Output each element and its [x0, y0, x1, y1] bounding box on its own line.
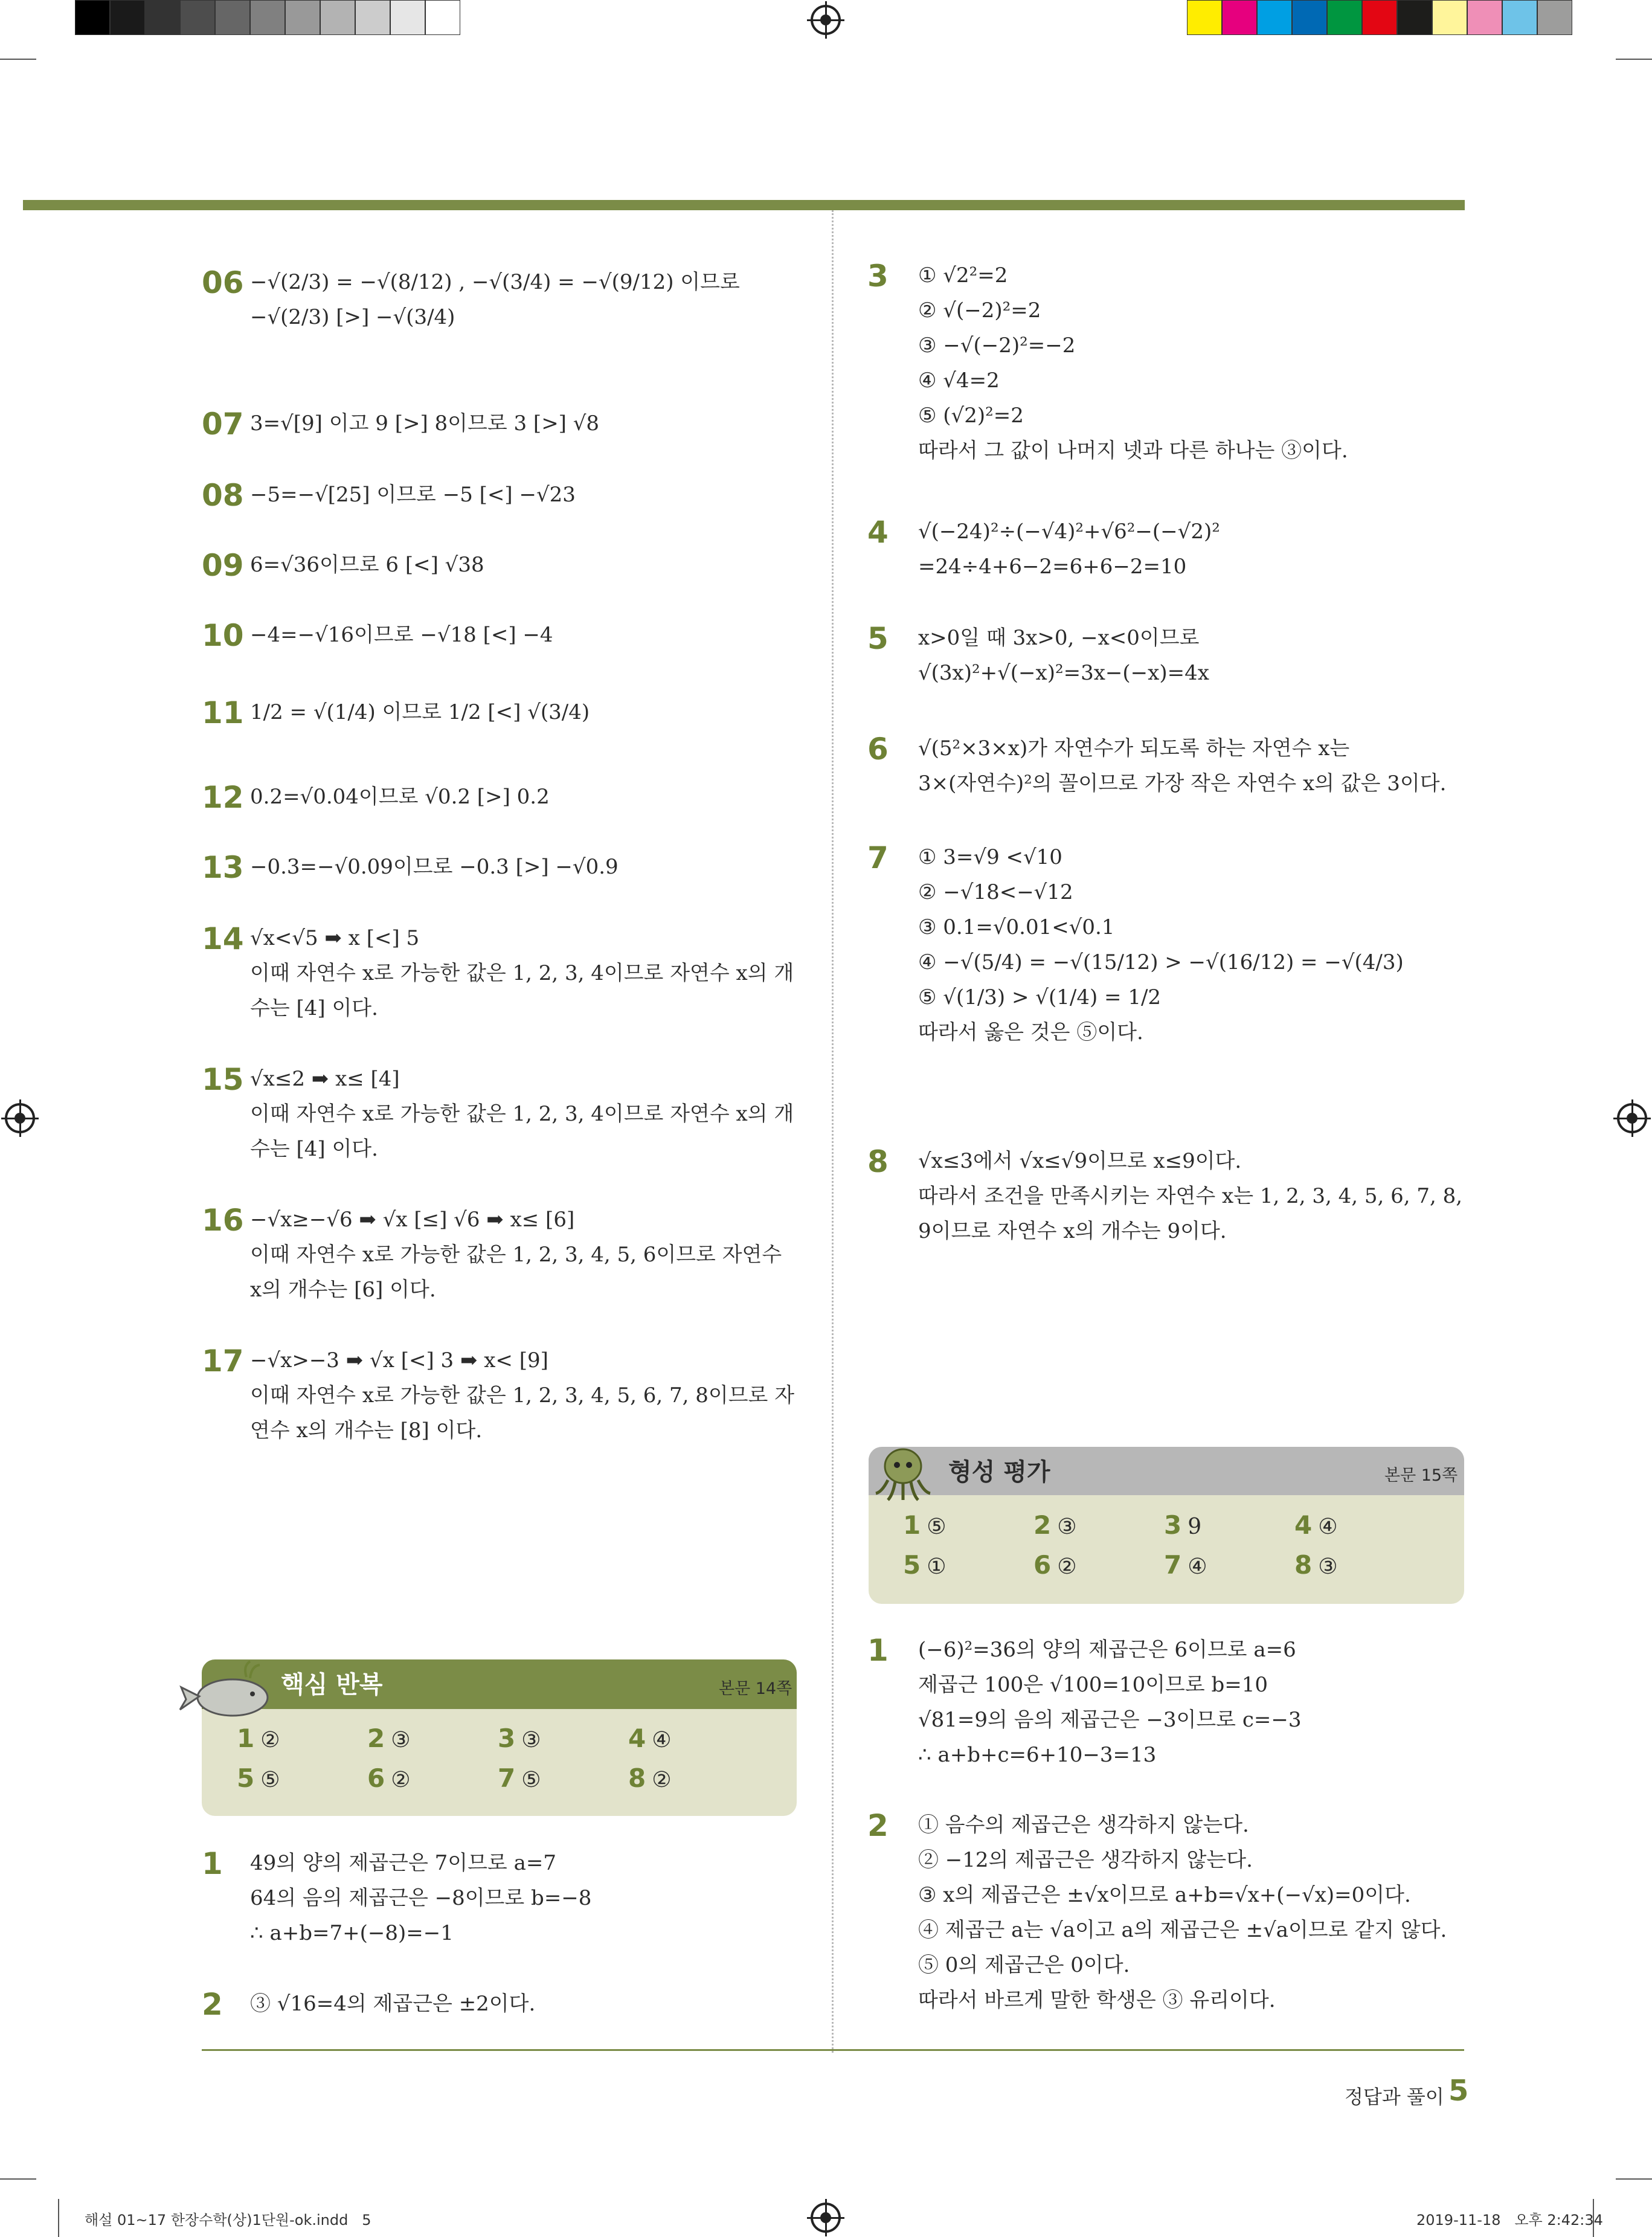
solution-line: ⑤ (√2)²=2	[918, 404, 1024, 428]
solution-line: √x<√5 ➡ x [<] 5	[250, 926, 420, 950]
solution-line: ④ 제곱근 a는 √a이고 a의 제곱근은 ±√a이므로 같지 않다.	[918, 1918, 1447, 1942]
solution-line: ∴ a+b=7+(−8)=−1	[250, 1921, 454, 1945]
solution-line: √(3x)²+√(−x)²=3x−(−x)=4x	[918, 661, 1209, 685]
whale-icon	[175, 1654, 278, 1720]
solution-line: ③ √16=4의 제곱근은 ±2이다.	[250, 1992, 536, 2016]
solution-line: ③ x의 제곱근은 ±√x이므로 a+b=√x+(−√x)=0이다.	[918, 1883, 1411, 1907]
solution-line: √81=9의 음의 제곱근은 −3이므로 c=−3	[918, 1708, 1302, 1732]
solution-line: √(5²×3×x)가 자연수가 되도록 하는 자연수 x는	[918, 736, 1350, 761]
print-timestamp: 2019-11-18 오후 2:42:34	[1416, 2212, 1603, 2229]
color-swatch	[355, 0, 390, 35]
solution-line: √x≤2 ➡ x≤ [4]	[250, 1067, 400, 1091]
solution-line: 9이므로 자연수 x의 개수는 9이다.	[918, 1219, 1227, 1243]
color-swatch	[425, 0, 460, 35]
solution-line: √x≤3에서 √x≤√9이므로 x≤9이다.	[918, 1149, 1242, 1173]
problem-number: 06	[202, 265, 244, 300]
answer-entry: 1 ②	[237, 1724, 280, 1753]
review-box-page-ref: 본문 14쪽	[719, 1679, 792, 1698]
solution-line: 3×(자연수)²의 꼴이므로 가장 작은 자연수 x의 값은 3이다.	[918, 771, 1447, 796]
color-swatch	[1362, 0, 1397, 35]
problem-number: 6	[867, 732, 889, 767]
crop-mark	[1616, 2178, 1652, 2180]
color-swatch	[1292, 0, 1327, 35]
solution-line: 6=√36이므로 6 [<] √38	[250, 553, 484, 577]
problem-number: 08	[202, 478, 244, 513]
registration-mark-left	[5, 1103, 35, 1133]
registration-mark-bottom	[811, 2203, 841, 2233]
answer-entry: 7 ⑤	[498, 1763, 541, 1793]
color-swatch	[1502, 0, 1537, 35]
answer-entry: 6 ②	[1033, 1550, 1077, 1580]
solution-line: −0.3=−√0.09이므로 −0.3 [>] −√0.9	[250, 855, 619, 879]
solution-line: −√x≥−√6 ➡ √x [≤] √6 ➡ x≤ [6]	[250, 1208, 575, 1232]
color-swatch	[285, 0, 320, 35]
problem-number: 07	[202, 407, 244, 442]
solution-line: 1/2 = √(1/4) 이므로 1/2 [<] √(3/4)	[250, 700, 590, 724]
answer-entry: 2 ③	[1033, 1510, 1077, 1540]
color-swatch	[250, 0, 285, 35]
color-swatch	[75, 0, 110, 35]
answer-entry: 3 ③	[498, 1724, 541, 1753]
crop-mark	[58, 2199, 59, 2237]
solution-line: 따라서 옳은 것은 ⑤이다.	[918, 1020, 1143, 1044]
color-swatch	[1397, 0, 1432, 35]
solution-line: −√x>−3 ➡ √x [<] 3 ➡ x< [9]	[250, 1348, 548, 1373]
answer-entry: 5 ⑤	[237, 1763, 280, 1793]
problem-number: 17	[202, 1344, 244, 1379]
problem-number: 15	[202, 1062, 244, 1097]
solution-line: 따라서 조건을 만족시키는 자연수 x는 1, 2, 3, 4, 5, 6, 7, 8,	[918, 1184, 1463, 1208]
review-box-title: 핵심 반복	[281, 1671, 383, 1699]
solution-line: 이때 자연수 x로 가능한 값은 1, 2, 3, 4이므로 자연수 x의 개	[250, 961, 794, 985]
solution-line: −5=−√[25] 이므로 −5 [<] −√23	[250, 483, 576, 507]
solution-line: ① 음수의 제곱근은 생각하지 않는다.	[918, 1813, 1249, 1837]
problem-number: 4	[867, 515, 889, 550]
solution-line: ② −12의 제곱근은 생각하지 않는다.	[918, 1848, 1253, 1872]
solution-line: ⑤ √(1/3) > √(1/4) = 1/2	[918, 985, 1162, 1009]
solution-line: 이때 자연수 x로 가능한 값은 1, 2, 3, 4, 5, 6, 7, 8이므로 자	[250, 1383, 795, 1408]
color-swatch	[1187, 0, 1222, 35]
problem-number: 2	[867, 1808, 889, 1843]
problem-number: 14	[202, 921, 244, 956]
problem-number: 7	[867, 840, 889, 875]
color-swatch	[215, 0, 250, 35]
answer-entry: 3 9	[1164, 1510, 1202, 1540]
answer-entry: 8 ③	[1294, 1550, 1338, 1580]
footer-rule	[202, 2049, 1464, 2051]
assessment-box-title: 형성 평가	[948, 1458, 1050, 1486]
answer-entry: 4 ④	[628, 1724, 672, 1753]
problem-number: 16	[202, 1203, 244, 1238]
solution-line: −√(2/3) [>] −√(3/4)	[250, 305, 455, 329]
problem-number: 1	[867, 1633, 889, 1668]
solution-line: 따라서 바르게 말한 학생은 ③ 유리이다.	[918, 1988, 1276, 2012]
problem-number: 8	[867, 1144, 889, 1179]
problem-number: 13	[202, 850, 244, 885]
color-swatch	[1432, 0, 1467, 35]
color-swatch	[1467, 0, 1502, 35]
problem-number: 5	[867, 621, 889, 656]
color-swatch	[1327, 0, 1362, 35]
crop-mark	[0, 59, 36, 60]
solution-line: 수는 [4] 이다.	[250, 1137, 378, 1161]
solution-line: 이때 자연수 x로 가능한 값은 1, 2, 3, 4, 5, 6이므로 자연수	[250, 1243, 782, 1267]
solution-line: 따라서 그 값이 나머지 넷과 다른 하나는 ③이다.	[918, 439, 1348, 463]
process-color-bar	[1187, 0, 1573, 35]
color-swatch	[1257, 0, 1292, 35]
color-swatch	[1222, 0, 1257, 35]
solution-line: ① 3=√9 <√10	[918, 845, 1062, 869]
solution-line: 3=√[9] 이고 9 [>] 8이므로 3 [>] √8	[250, 411, 600, 436]
column-divider	[832, 210, 834, 2053]
solution-line: 수는 [4] 이다.	[250, 996, 378, 1020]
solution-line: x의 개수는 [6] 이다.	[250, 1278, 436, 1302]
solution-line: ② √(−2)²=2	[918, 298, 1041, 323]
assessment-box-page-ref: 본문 15쪽	[1384, 1466, 1458, 1485]
solution-line: (−6)²=36의 양의 제곱근은 6이므로 a=6	[918, 1638, 1296, 1662]
octopus-icon	[870, 1441, 936, 1507]
solution-line: 0.2=√0.04이므로 √0.2 [>] 0.2	[250, 785, 550, 809]
color-swatch	[110, 0, 145, 35]
answer-entry: 2 ③	[367, 1724, 411, 1753]
solution-line: 이때 자연수 x로 가능한 값은 1, 2, 3, 4이므로 자연수 x의 개	[250, 1102, 794, 1126]
color-swatch	[1537, 0, 1572, 35]
answer-entry: 6 ②	[367, 1763, 411, 1793]
solution-line: ① √2²=2	[918, 263, 1008, 288]
crop-mark	[0, 2178, 36, 2180]
solution-line: ④ √4=2	[918, 369, 1000, 393]
solution-line: 49의 양의 제곱근은 7이므로 a=7	[250, 1851, 556, 1875]
footer-section-label: 정답과 풀이	[1345, 2085, 1444, 2108]
problem-number: 10	[202, 618, 244, 653]
print-file-name: 해설 01~17 한장수학(상)1단원-ok.indd 5	[85, 2212, 371, 2229]
answer-entry: 1 ⑤	[903, 1510, 947, 1540]
color-swatch	[145, 0, 180, 35]
solution-line: ∴ a+b+c=6+10−3=13	[918, 1743, 1157, 1767]
solution-line: ⑤ 0의 제곱근은 0이다.	[918, 1953, 1130, 1977]
answer-entry: 4 ④	[1294, 1510, 1338, 1540]
registration-mark-top	[811, 5, 841, 35]
solution-line: √(−24)²÷(−√4)²+√6²−(−√2)²	[918, 520, 1220, 544]
solution-line: 64의 음의 제곱근은 −8이므로 b=−8	[250, 1886, 592, 1910]
problem-number: 09	[202, 548, 244, 583]
solution-line: −√(2/3) = −√(8/12) , −√(3/4) = −√(9/12) 이므로	[250, 270, 740, 294]
problem-number: 2	[202, 1987, 223, 2022]
solution-line: ③ −√(−2)²=−2	[918, 333, 1076, 358]
color-swatch	[180, 0, 215, 35]
problem-number: 11	[202, 695, 244, 730]
page-number: 5	[1448, 2074, 1469, 2108]
problem-number: 3	[867, 259, 889, 294]
problem-number: 1	[202, 1846, 223, 1881]
solution-line: 연수 x의 개수는 [8] 이다.	[250, 1418, 483, 1443]
solution-line: ② −√18<−√12	[918, 880, 1073, 904]
answer-entry: 8 ②	[628, 1763, 672, 1793]
crop-mark	[1616, 59, 1652, 60]
color-swatch	[390, 0, 425, 35]
registration-mark-right	[1617, 1103, 1647, 1133]
header-rule	[23, 200, 1465, 210]
solution-line: ③ 0.1=√0.01<√0.1	[918, 915, 1115, 939]
answer-entry: 5 ①	[903, 1550, 947, 1580]
solution-line: −4=−√16이므로 −√18 [<] −4	[250, 623, 553, 647]
solution-line: =24÷4+6−2=6+6−2=10	[918, 555, 1187, 579]
solution-line: ④ −√(5/4) = −√(15/12) > −√(16/12) = −√(4/3)	[918, 950, 1404, 974]
problem-number: 12	[202, 780, 244, 815]
color-swatch	[320, 0, 355, 35]
gray-color-bar	[75, 0, 461, 35]
answer-entry: 7 ④	[1164, 1550, 1207, 1580]
solution-line: x>0일 때 3x>0, −x<0이므로	[918, 626, 1200, 650]
solution-line: 제곱근 100은 √100=10이므로 b=10	[918, 1673, 1268, 1697]
